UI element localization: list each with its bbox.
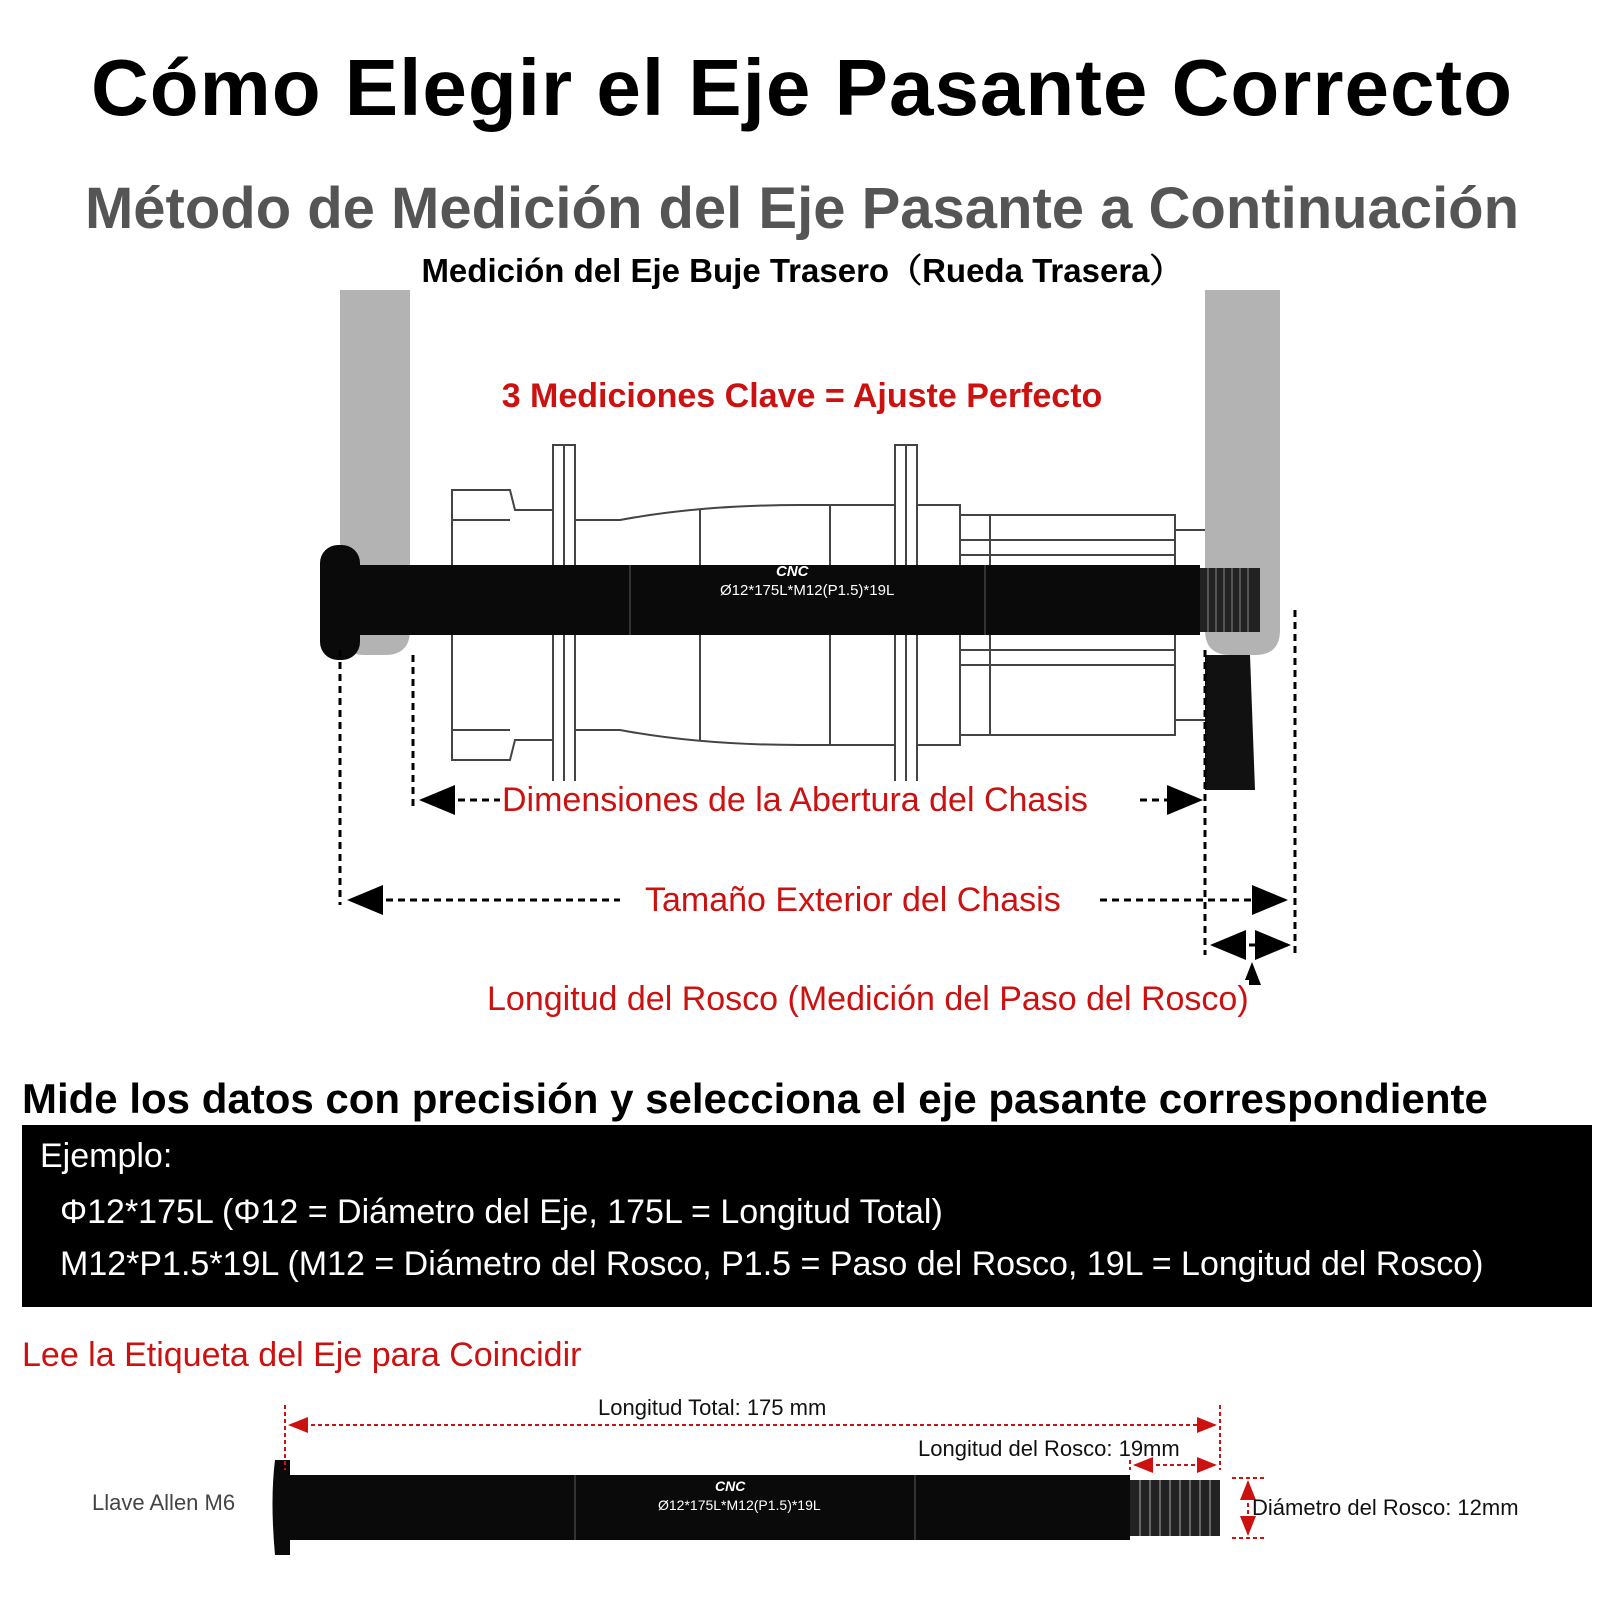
example-heading: Ejemplo: xyxy=(40,1137,173,1175)
axle-logo: CNC xyxy=(776,563,809,580)
thread-diameter-label: Diámetro del Rosco: 12mm xyxy=(1252,1495,1519,1520)
total-length-label: Longitud Total: 175 mm xyxy=(598,1395,827,1420)
example-line-1: Φ12*175L (Φ12 = Diámetro del Eje, 175L = Longitud Total) xyxy=(60,1193,943,1231)
page-subtitle: Método de Medición del Eje Pasante a Continuación xyxy=(84,176,1520,241)
bottom-axle-spec-label: Ø12*175L*M12(P1.5)*19L xyxy=(658,1497,821,1513)
example-box xyxy=(22,1125,1592,1307)
allen-key-label: Llave Allen M6 xyxy=(92,1490,236,1515)
page-title: Cómo Elegir el Eje Pasante Correcto xyxy=(90,43,1514,132)
frame-outer-label: Tamaño Exterior del Chasis xyxy=(645,881,1061,919)
axle-spec-label: Ø12*175L*M12(P1.5)*19L xyxy=(720,582,895,599)
diagram-caption: Medición del Eje Buje Trasero（Rueda Trasera） xyxy=(421,252,1183,289)
frame-opening-label: Dimensiones de la Abertura del Chasis xyxy=(502,781,1088,819)
key-measurements-heading: 3 Mediciones Clave = Ajuste Perfecto xyxy=(501,377,1103,415)
thread-length-label: Longitud del Rosco (Medición del Paso del Rosco) xyxy=(487,980,1249,1018)
example-line-2: M12*P1.5*19L (M12 = Diámetro del Rosco, P1.5 = Paso del Rosco, 19L = Longitud del Rosco) xyxy=(60,1245,1484,1283)
axle-label-note: Lee la Etiqueta del Eje para Coincidir xyxy=(22,1336,582,1374)
thread-length-dim-label: Longitud del Rosco: 19mm xyxy=(918,1436,1180,1461)
section-heading: Mide los datos con precisión y selecciona el eje pasante correspondiente xyxy=(22,1075,1488,1122)
bottom-axle-logo: CNC xyxy=(715,1478,746,1494)
